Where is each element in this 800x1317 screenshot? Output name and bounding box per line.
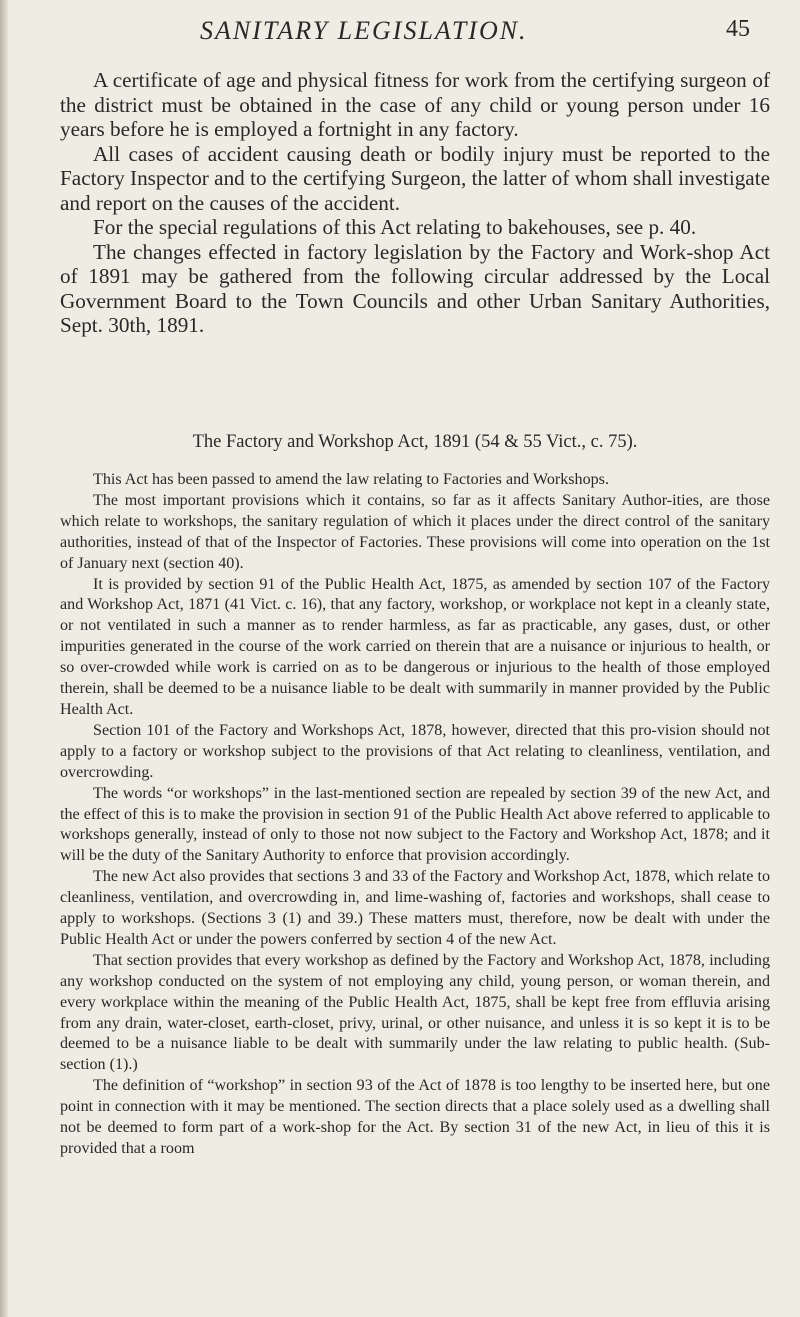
- page-number: 45: [726, 16, 750, 42]
- circular-heading: The Factory and Workshop Act, 1891 (54 & 55 Vict., c. 75).: [192, 432, 638, 452]
- circular-text: [60, 470, 770, 1160]
- paragraph: The most important provisions which it contains, so far as it affects Sanitary Author-ities, are those which relate to workshops, the sanitary regulation of which it places under the direct control of the sanitary authorities, instead of that of the Inspector of Factories. These provisions will come into operation on the 1st of January next (section 40).: [60, 491, 770, 572]
- page-header: [60, 16, 750, 56]
- paragraph: The words “or workshops” in the last-mentioned section are repealed by section 39 of the new Act, and the effect of this is to make the provision in section 91 of the Public Health Act above referred to applicable to workshops generally, instead of only to those not now subject to the Factory and Workshop Act, 1878; and it will be the duty of the Sanitary Authority to enforce that provision accordingly.: [60, 784, 770, 865]
- paragraph: It is provided by section 91 of the Public Health Act, 1875, as amended by section 107 of the Factory and Workshop Act, 1871 (41 Vict. c. 16), that any factory, workshop, or workplace not kept in a cleanly state, or not ventilated in such a manner as to render harmless, as far as practicable, any gases, dust, or other impurities generated in the course of the work carried on therein that are a nuisance or injurious to health, or so over-crowded while work is carried on as to be dangerous or injurious to the health of those employed therein, shall be deemed to be a nuisance liable to be dealt with summarily in manner provided by the Public Health Act.: [60, 575, 770, 718]
- paragraph: The new Act also provides that sections 3 and 33 of the Factory and Workshop Act, 1878, which relate to cleanliness, ventilation, and overcrowding in, and lime-washing of, factories and workshops, shall cease to apply to workshops. (Sections 3 (1) and 39.) These matters must, therefore, now be dealt with under the Public Health Act or under the powers conferred by section 4 of the new Act.: [60, 868, 770, 948]
- paragraph: For the special regulations of this Act relating to bakehouses, see p. 40.: [93, 215, 697, 239]
- paragraph: This Act has been passed to amend the law relating to Factories and Workshops.: [93, 471, 609, 488]
- paragraph: All cases of accident causing death or bodily injury must be reported to the Factory Inspector and to the certifying Surgeon, the latter of whom shall investigate and report on the causes of the accident.: [60, 141, 770, 215]
- paragraph: The changes effected in factory legislation by the Factory and Work-shop Act of 1891 may be gathered from the following circular addressed by the Local Government Board to the Town Councils and other Urban Sanitary Authorities, Sept. 30th, 1891.: [60, 239, 770, 337]
- paragraph: That section provides that every workshop as defined by the Factory and Workshop Act, 1878, including any workshop conducted on the system of not employing any child, young person, or woman therein, and every workplace within the meaning of the Public Health Act, 1875, shall be kept free from effluvia arising from any drain, water-closet, earth-closet, privy, urinal, or other nuisance, and unless it is so kept it is to be deemed to be a nuisance liable to be dealt with summarily under the law relating to public health. (Sub-section (1).): [60, 951, 770, 1074]
- paragraph: A certificate of age and physical fitness for work from the certifying surgeon of the district must be obtained in the case of any child or young person under 16 years before he is employed a fortnight in any factory.: [60, 68, 770, 141]
- paragraph: The definition of “workshop” in section 93 of the Act of 1878 is too lengthy to be inserted here, but one point in connection with it may be mentioned. The section directs that a place solely used as a dwelling shall not be deemed to form part of a work-shop for the Act. By section 31 of the new Act, in lieu of this it is provided that a room: [60, 1077, 770, 1157]
- binding-gutter: [0, 0, 8, 1317]
- paragraph: Section 101 of the Factory and Workshops Act, 1878, however, directed that this pro-vision should not apply to a factory or workshop subject to the provisions of that Act relating to cleanliness, ventilation, and overcrowding.: [60, 721, 770, 781]
- intro-text: [60, 68, 770, 338]
- running-title: SANITARY LEGISLATION.: [200, 16, 528, 45]
